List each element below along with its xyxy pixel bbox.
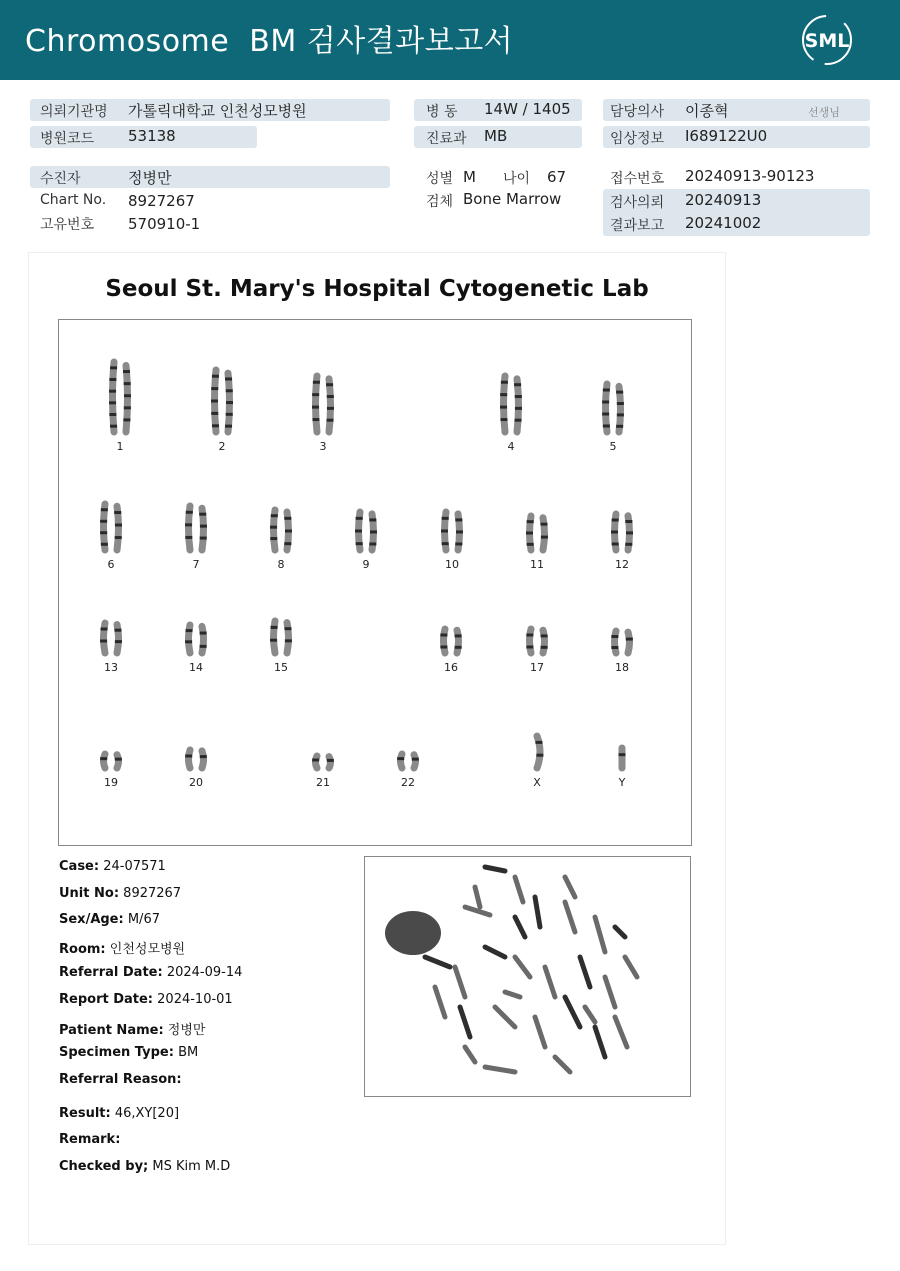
metaphase-chromosome	[515, 877, 523, 902]
chromosome-label-14: 14	[189, 661, 203, 674]
test-request-value: 20240913	[685, 191, 762, 209]
chromosome-label-20: 20	[189, 776, 203, 789]
ward-value: 14W / 1405	[484, 100, 571, 118]
metaphase-chromosome	[465, 1047, 475, 1062]
room-row: Room: 인천성모병원	[59, 942, 186, 957]
age-value: 67	[547, 168, 567, 186]
chromosome-pair-1	[109, 362, 131, 432]
chromosome-label-X: X	[533, 776, 541, 789]
chromosome-label-18: 18	[615, 661, 629, 674]
metaphase-chromosome	[615, 927, 625, 937]
chromosome-pair-16	[440, 629, 461, 653]
metaphase-chromosome	[565, 902, 575, 932]
specimen-label: 검체	[426, 194, 454, 210]
receipt-no-value: 20240913-90123	[685, 167, 815, 185]
patient-label: 수진자	[40, 171, 81, 187]
hospital-code-label: 병원코드	[40, 131, 95, 147]
metaphase-chromosome	[485, 867, 505, 871]
chromosome-pair-8	[270, 510, 292, 550]
chromosome-pair-X	[535, 736, 543, 768]
unique-no-label: 고유번호	[40, 217, 95, 233]
chromosome-pair-14	[185, 625, 207, 653]
metaphase-panel	[364, 856, 691, 1097]
sex-label: 성별	[426, 171, 454, 187]
result-row: Result: 46,XY[20]	[59, 1106, 180, 1121]
metaphase-chromosome	[615, 1017, 627, 1047]
chart-no-label: Chart No.	[40, 192, 107, 208]
clinical-info-label: 임상정보	[610, 131, 665, 147]
metaphase-chromosome	[595, 1027, 605, 1057]
chromosome-label-19: 19	[104, 776, 118, 789]
chromosome-label-Y: Y	[618, 776, 626, 789]
sml-logo-text: SML	[804, 30, 850, 52]
metaphase-chromosome	[515, 957, 530, 977]
metaphase-chromosome	[565, 997, 580, 1027]
chromosome-pair-20	[185, 750, 207, 768]
checked-by-row: Checked by; MS Kim M.D	[59, 1159, 231, 1174]
chromosome-label-12: 12	[615, 558, 629, 571]
metaphase-chromosome	[565, 877, 575, 897]
metaphase-chromosome	[535, 897, 540, 927]
receipt-no-label: 접수번호	[610, 171, 665, 187]
metaphase-chromosome	[580, 957, 590, 987]
clinical-info-value: I689122U0	[685, 127, 768, 145]
chromosome-label-6: 6	[107, 558, 115, 571]
patient-bar	[30, 166, 390, 188]
chromosome-pair-15	[270, 621, 292, 653]
chromosome-pair-3	[312, 376, 334, 432]
karyogram-image	[59, 320, 693, 847]
chromosome-label-9: 9	[362, 558, 370, 571]
report-header	[0, 0, 900, 80]
sex-value: M	[463, 168, 476, 186]
unit-no-row: Unit No: 8927267	[59, 886, 182, 901]
doctor-value: 이종혁	[685, 102, 729, 120]
metaphase-chromosome	[535, 1017, 545, 1047]
chromosome-label-2: 2	[218, 440, 226, 453]
chromosome-pair-21	[312, 756, 334, 768]
metaphase-chromosome	[465, 907, 490, 915]
department-label: 진료과	[426, 131, 467, 147]
chromosome-label-4: 4	[507, 440, 515, 453]
chromosome-pair-2	[211, 370, 233, 432]
hospital-code-value: 53138	[128, 127, 176, 145]
doctor-suffix: 선생님	[808, 106, 840, 119]
chromosome-pair-12	[611, 514, 633, 550]
age-label: 나이	[503, 171, 531, 187]
chromosome-pair-11	[526, 516, 548, 550]
chromosome-label-13: 13	[104, 661, 118, 674]
chromosome-label-11: 11	[530, 558, 544, 571]
unique-no-value: 570910-1	[128, 215, 201, 233]
metaphase-chromosome	[495, 1007, 515, 1027]
metaphase-chromosome	[460, 1007, 470, 1037]
doctor-label: 담당의사	[610, 104, 665, 120]
metaphase-image	[365, 857, 691, 1097]
result-report-value: 20241002	[685, 214, 762, 232]
institution-label: 의뢰기관명	[40, 104, 108, 120]
chromosome-label-17: 17	[530, 661, 544, 674]
chromosome-pair-13	[100, 623, 122, 653]
karyogram-panel	[58, 319, 692, 846]
metaphase-chromosome	[475, 887, 480, 907]
patient-value: 정병만	[128, 169, 172, 187]
chromosome-pair-19	[100, 754, 122, 768]
referral-reason-row: Referral Reason:	[59, 1072, 182, 1087]
chromosome-pair-9	[355, 512, 377, 550]
chromosome-pair-5	[602, 384, 624, 432]
patient-name-row: Patient Name: 정병만	[59, 1023, 206, 1038]
chromosome-label-22: 22	[401, 776, 415, 789]
chromosome-label-8: 8	[277, 558, 285, 571]
chromosome-label-5: 5	[609, 440, 617, 453]
chromosome-label-21: 21	[316, 776, 330, 789]
chromosome-label-7: 7	[192, 558, 200, 571]
chromosome-label-10: 10	[445, 558, 459, 571]
department-value: MB	[484, 127, 508, 145]
report-date-row: Report Date: 2024-10-01	[59, 992, 233, 1007]
chromosome-pair-6	[100, 504, 122, 550]
metaphase-chromosome	[515, 917, 525, 937]
referral-date-row: Referral Date: 2024-09-14	[59, 965, 243, 980]
metaphase-chromosome	[425, 957, 450, 967]
chromosome-pair-Y	[619, 748, 626, 768]
metaphase-chromosome	[585, 1007, 595, 1022]
result-report-label: 결과보고	[610, 218, 665, 234]
chart-no-value: 8927267	[128, 192, 195, 210]
metaphase-chromosome	[545, 967, 555, 997]
chromosome-pair-17	[526, 629, 547, 653]
ward-label: 병 동	[426, 104, 458, 120]
institution-value: 가톨릭대학교 인천성모병원	[128, 102, 307, 120]
metaphase-chromosome	[505, 992, 520, 997]
chromosome-label-1: 1	[116, 440, 124, 453]
metaphase-chromosome	[605, 977, 615, 1007]
case-row: Case: 24-07571	[59, 859, 166, 874]
chromosome-label-16: 16	[444, 661, 458, 674]
interphase-nucleus	[385, 911, 441, 955]
chromosome-label-3: 3	[319, 440, 327, 453]
specimen-value: Bone Marrow	[463, 190, 562, 208]
specimen-type-row: Specimen Type: BM	[59, 1045, 199, 1060]
chromosome-pair-7	[185, 506, 207, 550]
lab-title: Seoul St. Mary's Hospital Cytogenetic Lab	[105, 276, 649, 302]
remark-row: Remark:	[59, 1132, 121, 1147]
sex-age-row: Sex/Age: M/67	[59, 912, 160, 927]
metaphase-chromosome	[485, 947, 505, 957]
chromosome-pair-10	[441, 512, 463, 550]
chromosome-pair-18	[611, 631, 632, 653]
chromosome-pair-4	[500, 376, 522, 432]
metaphase-chromosome	[435, 987, 445, 1017]
metaphase-chromosome	[485, 1067, 515, 1072]
chromosome-pair-22	[397, 754, 419, 768]
metaphase-chromosome	[595, 917, 605, 952]
report-title: Chromosome BM 검사결과보고서	[25, 24, 514, 59]
test-request-label: 검사의뢰	[610, 195, 665, 211]
metaphase-chromosome	[555, 1057, 570, 1072]
metaphase-chromosome	[455, 967, 465, 997]
chromosome-label-15: 15	[274, 661, 288, 674]
metaphase-chromosome	[625, 957, 637, 977]
sml-logo	[798, 12, 856, 68]
